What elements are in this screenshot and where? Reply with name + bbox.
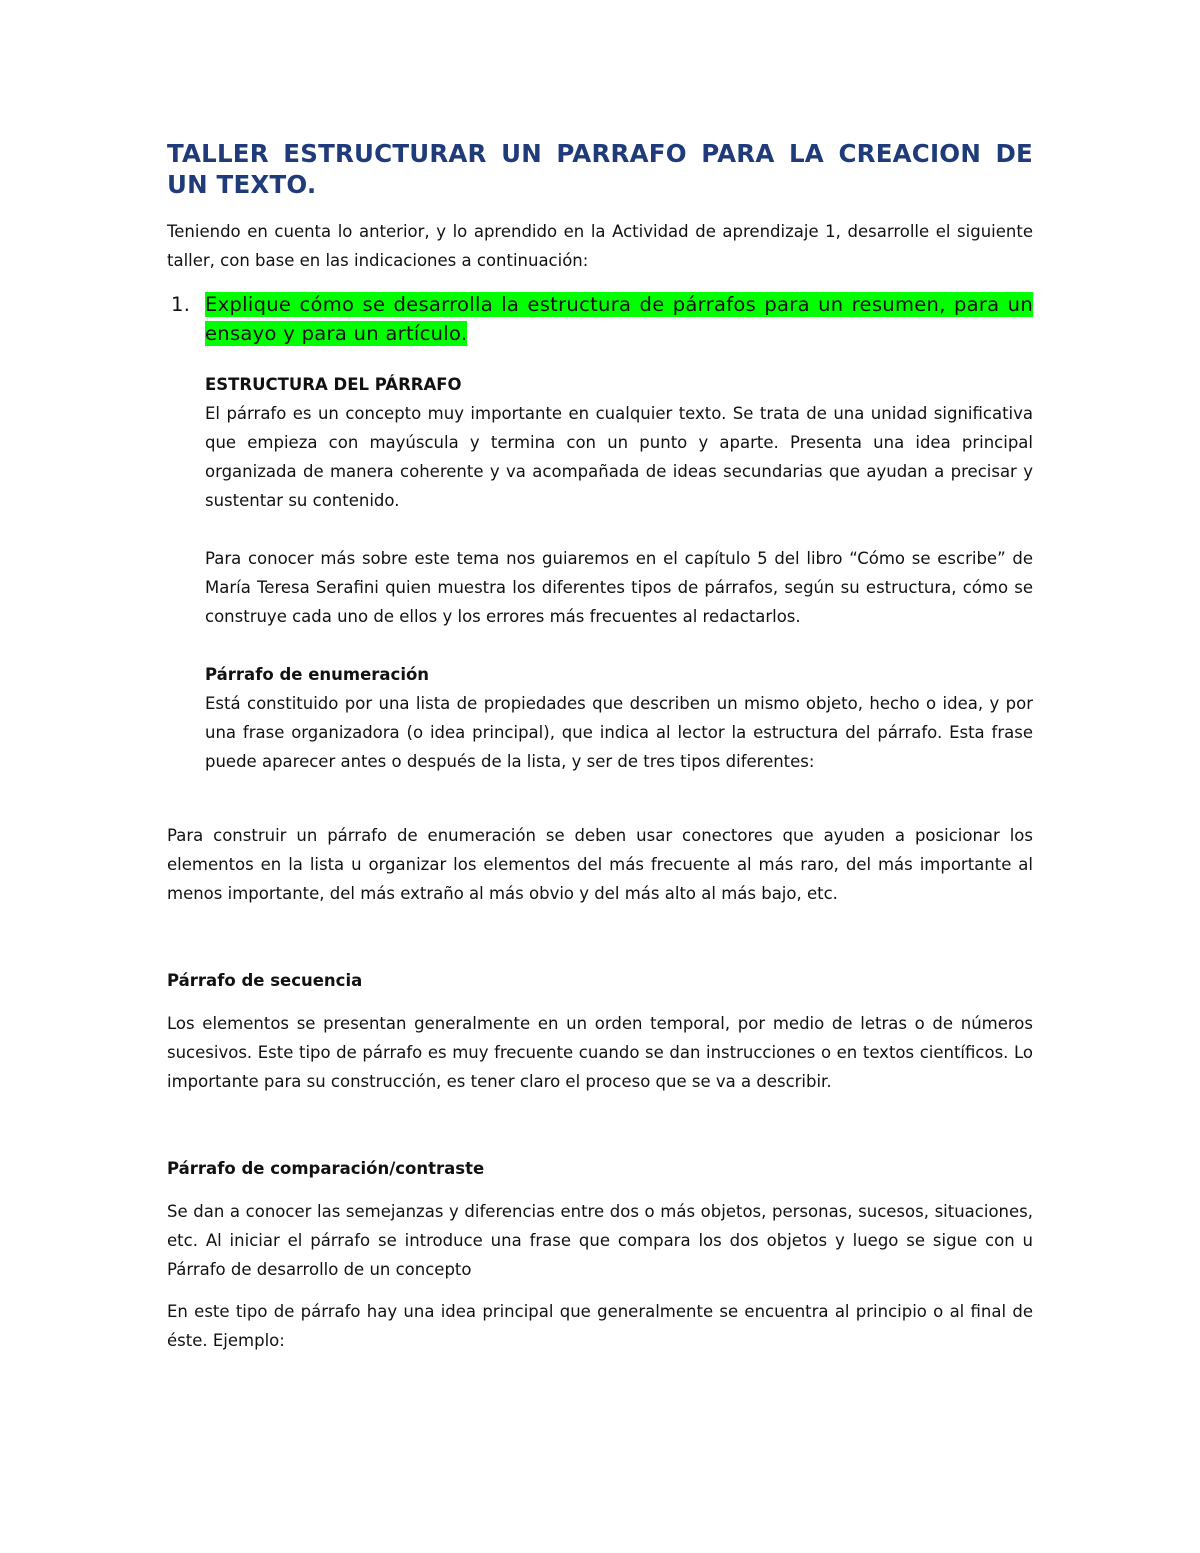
- enumeration-connectors-paragraph: Para construir un párrafo de enumeración se deben usar conectores que ayuden a posicionar los elementos en la lista u organizar los elementos del más frecuente al más raro, del más importante al menos importante, del más extraño al más obvio y del más alto al más bajo, etc.: [167, 826, 1033, 903]
- document-title: TALLER ESTRUCTURAR UN PARRAFO PARA LA CREACION DE UN TEXTO.: [167, 139, 1033, 199]
- comparison-body: Se dan a conocer las semejanzas y diferencias entre dos o más objetos, personas, sucesos, situaciones, etc. Al iniciar el párrafo se introduce una frase que compara los dos objetos y luego se sigue con u Párrafo de desarrollo de un concepto: [167, 1202, 1033, 1279]
- intro-paragraph: Teniendo en cuenta lo anterior, y lo aprendido en la Actividad de aprendizaje 1, desarrolle el siguiente taller, con base en las indicaciones a continuación:: [167, 222, 1033, 270]
- enumeration-heading: Párrafo de enumeración: [205, 665, 430, 684]
- list-item-content: [205, 370, 1033, 776]
- structure-heading: ESTRUCTURA DEL PÁRRAFO: [205, 375, 462, 394]
- sequence-heading: Párrafo de secuencia: [167, 971, 363, 990]
- list-item-number: 1.: [171, 293, 191, 316]
- structure-body: El párrafo es un concepto muy importante en cualquier texto. Se trata de una unidad significativa que empieza con mayúscula y termina con un punto y aparte. Presenta una idea principal organizada de manera coherente y va acompañada de ideas secundarias que ayudan a precisar y sustentar su contenido.: [205, 404, 1033, 510]
- enumeration-body: Está constituido por una lista de propiedades que describen un mismo objeto, hecho o idea, y por una frase organizadora (o idea principal), que indica al lector la estructura del párrafo. Esta frase puede aparecer antes o después de la lista, y ser de tres tipos diferentes:: [205, 694, 1033, 771]
- sequence-body: Los elementos se presentan generalmente en un orden temporal, por medio de letras o de números sucesivos. Este tipo de párrafo es muy frecuente cuando se dan instrucciones o en textos científicos. Lo importante para su construcción, es tener claro el proceso que se va a describir.: [167, 1014, 1033, 1091]
- book-reference-paragraph: Para conocer más sobre este tema nos guiaremos en el capítulo 5 del libro “Cómo se escribe” de María Teresa Serafini quien muestra los diferentes tipos de párrafos, según su estructura, cómo se construye cada uno de ellos y los errores más frecuentes al redactarlos.: [205, 549, 1033, 626]
- comparison-body-2: En este tipo de párrafo hay una idea principal que generalmente se encuentra al principio o al final de éste. Ejemplo:: [167, 1302, 1033, 1350]
- highlighted-question: Explique cómo se desarrolla la estructura de párrafos para un resumen, para un ensayo y para un artículo.: [205, 293, 1033, 345]
- list-item-1: [167, 290, 1033, 348]
- comparison-heading: Párrafo de comparación/contraste: [167, 1159, 485, 1178]
- document-page: [167, 138, 1033, 1355]
